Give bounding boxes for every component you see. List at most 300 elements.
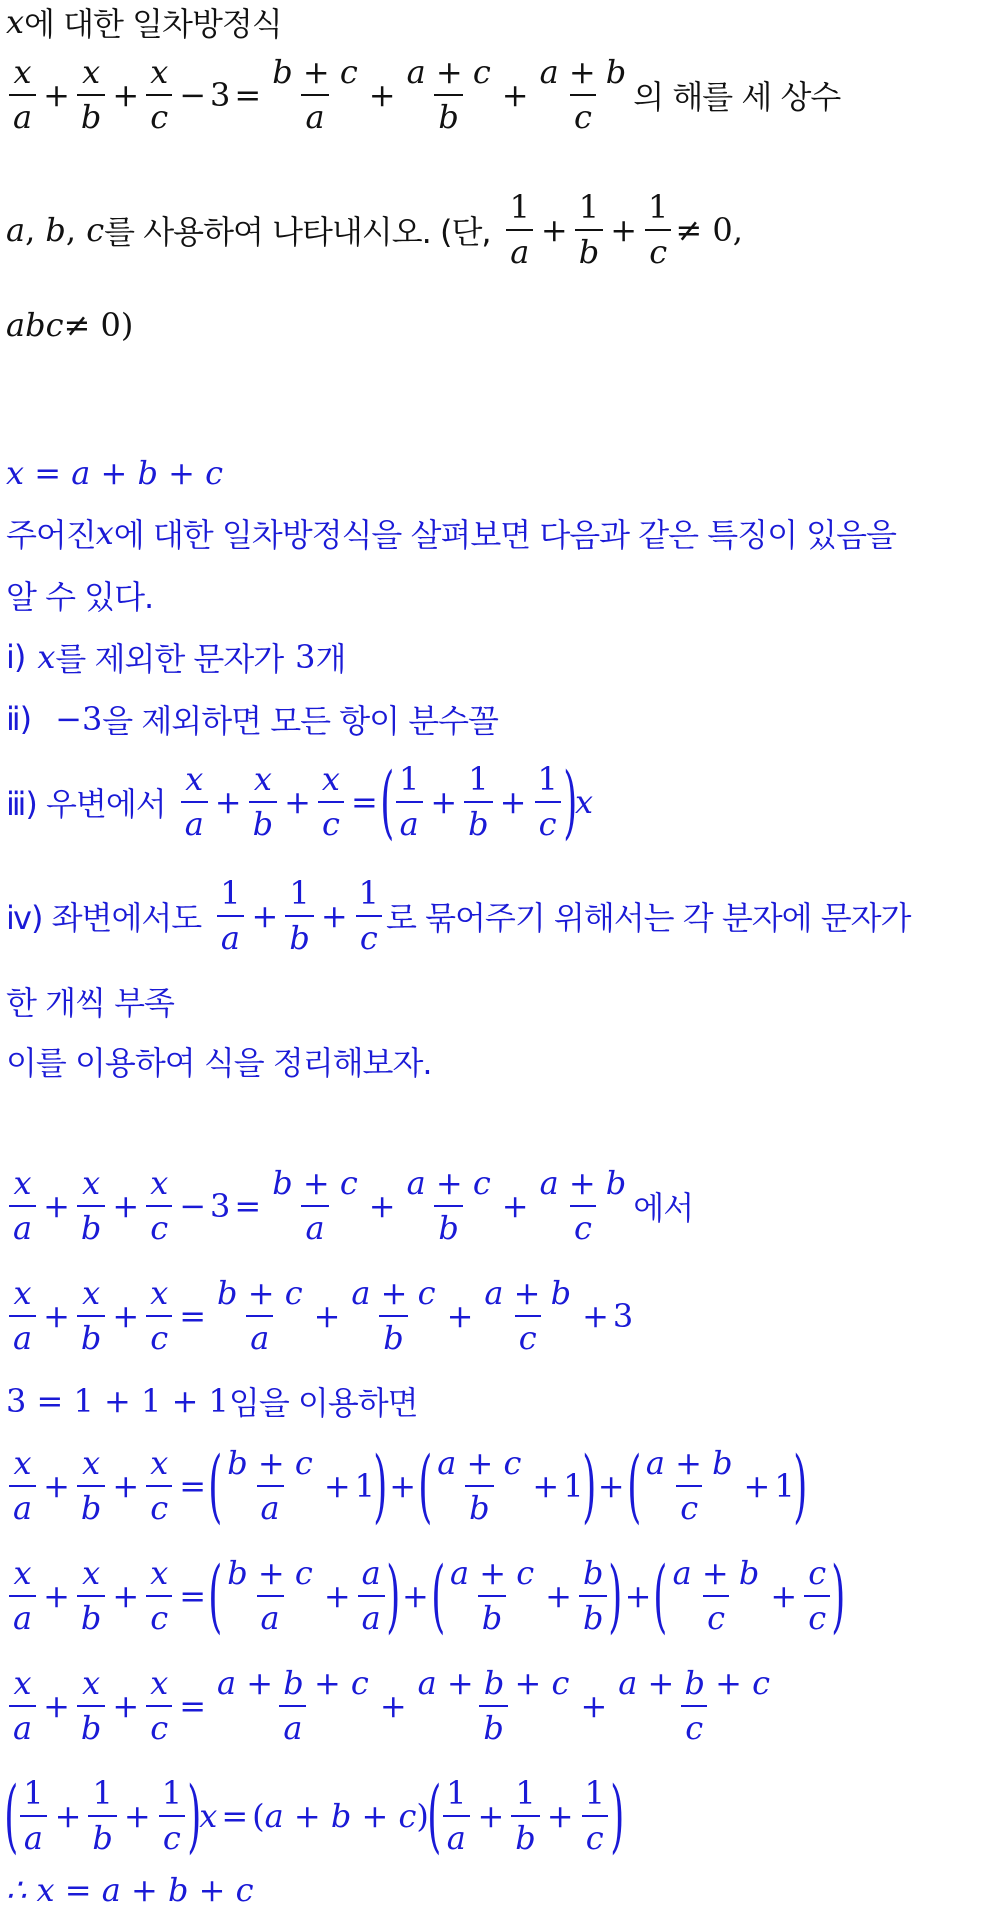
math-token: 개 [315, 640, 346, 678]
math-token: b [77, 1595, 105, 1637]
fraction [9, 1665, 36, 1747]
fraction [347, 1275, 439, 1357]
math-token: + [580, 1687, 608, 1725]
math-token: 1 [446, 1774, 467, 1813]
math-token: x [82, 1444, 101, 1483]
fraction [77, 54, 105, 136]
fraction [804, 1555, 830, 1637]
math-token: b [77, 1485, 105, 1527]
math-token: a [9, 1705, 36, 1747]
equation-4 [6, 1436, 987, 1536]
math-token: abc [6, 306, 64, 344]
math-token: x [82, 1164, 101, 1203]
math-token: b [434, 94, 462, 136]
math-token: a [9, 1595, 36, 1637]
fraction [77, 1165, 105, 1247]
fraction [285, 875, 313, 957]
math-token: c [570, 94, 596, 136]
fraction [414, 1665, 574, 1747]
math-token: x [13, 53, 32, 92]
math-token: + [112, 1297, 140, 1335]
math-token: b [479, 1705, 507, 1747]
math-token: + [743, 1467, 771, 1505]
fraction [464, 761, 492, 843]
math-token: 에서 [633, 1189, 694, 1227]
math-token: 1 [23, 1774, 44, 1813]
math-token: 1 [468, 760, 489, 799]
math-token: + [501, 76, 529, 114]
math-token: b [379, 1315, 407, 1357]
math-token: ⅰ) [6, 638, 26, 676]
math-token: + [368, 1187, 396, 1225]
question-equation [6, 50, 987, 140]
fraction [146, 1555, 172, 1637]
math-token: ( [431, 1549, 445, 1642]
math-token: ⅲ) 우변에서 [6, 785, 166, 823]
math-token: + [430, 783, 458, 821]
math-token: ( [4, 1769, 18, 1862]
intro-line-2 [6, 570, 987, 620]
equation-6 [6, 1656, 987, 1756]
math-token: x [321, 760, 340, 799]
math-token: + [43, 1577, 70, 1615]
math-token: x [82, 1664, 101, 1703]
math-token: b + c [227, 1444, 313, 1483]
math-token: a [301, 1205, 328, 1247]
math-token: x [150, 1444, 169, 1483]
question-line-4 [6, 300, 987, 350]
math-token: a + b + c [618, 1664, 771, 1703]
fraction [355, 875, 383, 957]
math-token: 1 [220, 874, 241, 913]
fraction [395, 761, 423, 843]
math-token: 알 수 있다. [6, 578, 154, 616]
math-token: ≠ 0) [63, 306, 134, 344]
math-token: a [361, 1554, 381, 1593]
math-token: 1 [584, 1774, 605, 1813]
fraction [669, 1555, 764, 1637]
math-token: x = a + b + c [6, 454, 223, 492]
fraction [9, 1445, 36, 1527]
math-token: x [82, 1554, 101, 1593]
intro-line-1 [6, 508, 987, 558]
use-line [6, 1036, 987, 1086]
math-token: x [82, 1274, 101, 1313]
question-text: 를 사용하여 나타내시오. (단, [104, 213, 491, 251]
fraction [216, 875, 244, 957]
math-token: c [356, 915, 382, 957]
fraction [249, 761, 277, 843]
math-token: − [179, 1187, 207, 1225]
math-token: 1 [161, 1774, 183, 1813]
math-token: + [446, 1297, 474, 1335]
math-token: ⅱ) [6, 700, 32, 738]
fraction [581, 1775, 609, 1857]
math-token: = [179, 1467, 207, 1505]
fraction [146, 1275, 172, 1357]
math-token: , [25, 211, 46, 249]
math-token: b + c [272, 1164, 358, 1203]
math-token: a [257, 1595, 284, 1637]
math-token: b [77, 94, 105, 136]
fraction [536, 1165, 631, 1247]
math-token: c [146, 1485, 172, 1527]
fraction [446, 1555, 538, 1637]
math-token: ) [608, 1549, 623, 1642]
math-token: b [77, 1705, 105, 1747]
math-token: c [146, 1595, 172, 1637]
math-token: ) [187, 1769, 201, 1862]
math-token: x [150, 1164, 169, 1203]
math-token: b [285, 915, 313, 957]
math-token: 3 [295, 638, 316, 676]
math-token: 임을 이용하면 [228, 1384, 418, 1422]
math-token: 1 [289, 874, 310, 913]
math-token: a [279, 1705, 306, 1747]
question-line-3 [6, 180, 987, 280]
math-token: x [13, 1554, 32, 1593]
math-token: 에 대한 일차방정식을 살펴보면 다음과 같은 특징이 있음을 [113, 516, 896, 554]
math-token: + [43, 1467, 70, 1505]
math-token: + [389, 1467, 417, 1505]
math-token: b [465, 1485, 493, 1527]
equation-2 [6, 1266, 987, 1366]
math-token: = [179, 1577, 207, 1615]
math-token: + [112, 1187, 140, 1225]
math-token: c [318, 801, 344, 843]
math-token: a [9, 1205, 36, 1247]
item-iv-cont [6, 976, 987, 1026]
math-token: ) [416, 1797, 429, 1835]
math-token: c [703, 1595, 729, 1637]
equation-7 [6, 1766, 987, 1866]
math-token: + [323, 1577, 351, 1615]
math-token: + [320, 897, 348, 935]
math-token: x [13, 1444, 32, 1483]
fraction [480, 1275, 575, 1357]
math-token: 1 [563, 1467, 584, 1505]
math-token: a [443, 1815, 470, 1857]
fraction [9, 54, 36, 136]
math-token: a [9, 1315, 36, 1357]
fraction [77, 1275, 105, 1357]
math-token: c [146, 94, 172, 136]
answer [6, 448, 987, 498]
math-token: a + b [539, 53, 627, 92]
math-token: b [88, 1815, 116, 1857]
math-token: + [112, 1687, 140, 1725]
math-token: a [6, 211, 26, 249]
math-token: c [681, 1705, 707, 1747]
math-token: a [246, 1315, 273, 1357]
fraction [511, 1775, 539, 1857]
math-token: 1 [648, 188, 669, 227]
math-token: 3 [210, 1187, 231, 1225]
math-token: 1 [578, 188, 600, 227]
math-token: + [112, 1467, 140, 1505]
fraction [575, 189, 603, 271]
math-token: a + c [437, 1444, 522, 1483]
math-token: + [43, 1187, 70, 1225]
fraction [533, 761, 561, 843]
fraction [9, 1165, 36, 1247]
math-token: x [575, 783, 594, 821]
math-token: + [624, 1577, 652, 1615]
math-token: ( [380, 755, 394, 848]
math-token: a + b + c [264, 1797, 417, 1835]
fraction [642, 1445, 737, 1527]
fraction [158, 1775, 186, 1857]
math-token: + [401, 1577, 429, 1615]
fraction [318, 761, 344, 843]
math-token: + [43, 76, 70, 114]
math-token: + [284, 783, 311, 821]
equation-3 [6, 1376, 987, 1426]
math-token: a [9, 94, 36, 136]
math-token: = [221, 1797, 249, 1835]
math-token: b [582, 1554, 604, 1593]
math-token: c [535, 801, 561, 843]
math-token: c [804, 1595, 830, 1637]
math-token: ) [610, 1769, 624, 1862]
question-text: 의 해를 세 상수 [633, 78, 841, 116]
math-token: a + b + c [417, 1664, 570, 1703]
fraction [77, 1555, 105, 1637]
fraction [433, 1445, 525, 1527]
fraction [213, 1275, 307, 1357]
math-token: + [112, 1577, 140, 1615]
fraction [19, 1775, 47, 1857]
fraction [77, 1445, 105, 1527]
math-token: a + c [351, 1274, 436, 1313]
fraction [358, 1555, 385, 1637]
math-token: 1 [358, 874, 380, 913]
equation-5 [6, 1546, 987, 1646]
math-token: 1 [509, 188, 530, 227]
math-token: b [464, 801, 492, 843]
math-token: b [77, 1315, 105, 1357]
math-token: b + c [217, 1274, 303, 1313]
math-token: b [478, 1595, 506, 1637]
math-token: ) [793, 1439, 807, 1532]
math-token: = [179, 1687, 207, 1725]
math-token: ) [386, 1549, 400, 1642]
math-token: b [579, 1595, 607, 1637]
math-token: 1 [774, 1467, 795, 1505]
math-token: ≠ 0, [675, 211, 743, 249]
math-token: b [45, 211, 66, 249]
math-token: + [43, 1687, 70, 1725]
math-token: b [434, 1205, 462, 1247]
math-token: x [199, 1797, 218, 1835]
math-token: a [9, 1485, 36, 1527]
fraction [536, 54, 631, 136]
math-token: ( [427, 1769, 441, 1862]
math-token: ( [208, 1549, 222, 1642]
item-i [6, 632, 987, 682]
math-token: x [253, 760, 272, 799]
math-token: ( [208, 1439, 222, 1532]
math-token: 1 [398, 760, 420, 799]
math-token: 로 묶어주기 위해서는 각 분자에 문자가 [386, 899, 911, 937]
math-token: 1 [92, 1774, 113, 1813]
math-token: + [112, 76, 140, 114]
math-token: b [249, 801, 277, 843]
math-token: x [185, 760, 204, 799]
math-token: ) [373, 1439, 387, 1532]
item-iv [6, 866, 987, 966]
math-token: + [597, 1467, 625, 1505]
math-token: c [515, 1315, 541, 1357]
math-token: + [582, 1297, 609, 1335]
fraction [403, 54, 495, 136]
fraction [213, 1665, 373, 1747]
math-token: ) [581, 1439, 596, 1532]
equation-1 [6, 1156, 987, 1256]
math-token: a + b [484, 1274, 572, 1313]
math-token: + [214, 783, 242, 821]
math-token: = [234, 1187, 262, 1225]
math-token: + [540, 211, 568, 249]
fraction [146, 1665, 172, 1747]
math-token: a [257, 1485, 284, 1527]
math-token: + [499, 783, 527, 821]
math-token: + [610, 211, 638, 249]
math-token: x [82, 53, 101, 92]
var-x: x [6, 3, 25, 41]
math-token: 한 개씩 부족 [6, 984, 174, 1022]
math-token: c [146, 1705, 172, 1747]
math-token: + [323, 1467, 351, 1505]
math-token: a + c [406, 53, 491, 92]
math-token: b [511, 1815, 539, 1857]
math-token: a [396, 801, 423, 843]
fraction [644, 189, 672, 271]
math-token: + [43, 1297, 70, 1335]
math-token: 1 [537, 760, 558, 799]
math-token: x [150, 1554, 169, 1593]
item-iii [6, 752, 987, 852]
math-token: + [54, 1797, 82, 1835]
math-token: ( [626, 1439, 641, 1532]
fraction [268, 54, 362, 136]
fraction [181, 761, 208, 843]
math-token: + [379, 1687, 407, 1725]
math-token: ( [418, 1439, 432, 1532]
math-token: + [368, 76, 396, 114]
math-token: 1 [354, 1467, 375, 1505]
math-token: a + b [672, 1554, 760, 1593]
math-token: b + c [227, 1554, 313, 1593]
math-token: c [645, 229, 671, 271]
question-line-1 [6, 0, 987, 44]
math-token: 주어진 [6, 516, 96, 554]
fraction [146, 54, 172, 136]
math-token: c [676, 1485, 702, 1527]
math-token: a + c [449, 1554, 535, 1593]
math-token: + [545, 1577, 572, 1615]
math-token: a [217, 915, 244, 957]
fraction [579, 1555, 607, 1637]
math-token: 이를 이용하여 식을 정리해보자. [6, 1044, 432, 1082]
math-token: , [65, 211, 87, 249]
math-token: ) [563, 755, 577, 848]
question-text: 에 대한 일차방정식 [24, 5, 282, 43]
math-token: 3 [210, 76, 231, 114]
math-token: −3 [55, 700, 103, 738]
fraction [9, 1555, 36, 1637]
math-token: c [146, 1205, 172, 1247]
math-token: c [146, 1315, 172, 1357]
math-token: x [37, 638, 56, 676]
math-token: b + c [272, 53, 358, 92]
math-token: − [179, 76, 207, 114]
math-token: + [501, 1187, 529, 1225]
fraction [9, 1275, 36, 1357]
math-token: 1 [515, 1774, 536, 1813]
fraction [506, 189, 534, 271]
math-token: + [770, 1577, 798, 1615]
math-token: x [13, 1664, 32, 1703]
math-token: c [808, 1554, 827, 1593]
math-token: a + b [539, 1164, 627, 1203]
fraction [268, 1165, 362, 1247]
math-token: + [251, 897, 279, 935]
math-token: a + b [645, 1444, 733, 1483]
fraction [442, 1775, 470, 1857]
math-token: + [532, 1467, 560, 1505]
math-token: x [13, 1164, 32, 1203]
fraction [223, 1445, 317, 1527]
math-token: a [20, 1815, 47, 1857]
math-token: = [234, 76, 262, 114]
fraction [88, 1775, 116, 1857]
math-token: x [95, 514, 114, 552]
math-token: + [313, 1297, 341, 1335]
math-token: c [582, 1815, 608, 1857]
math-token: c [570, 1205, 596, 1247]
math-token: a [506, 229, 533, 271]
math-token: a [301, 94, 328, 136]
math-token: 을 제외하면 모든 항이 분수꼴 [102, 702, 498, 740]
fraction [77, 1665, 105, 1747]
math-token: a [358, 1595, 385, 1637]
math-token: a [181, 801, 208, 843]
math-token: + [546, 1797, 574, 1835]
fraction [146, 1445, 172, 1527]
math-token: c [159, 1815, 185, 1857]
math-token: ( [653, 1549, 668, 1642]
math-token: a + c [406, 1164, 491, 1203]
math-token: ⅳ) 좌변에서도 [6, 899, 202, 937]
math-token: + [477, 1797, 505, 1835]
fraction [403, 1165, 495, 1247]
math-token: ) [831, 1549, 846, 1642]
math-token: x [150, 53, 169, 92]
math-token: c [86, 211, 105, 249]
math-token: b [77, 1205, 105, 1247]
math-token: = [179, 1297, 207, 1335]
math-token: ∴ x = a + b + c [6, 1871, 254, 1909]
fraction [146, 1165, 172, 1247]
math-token: = [350, 783, 378, 821]
math-token: 를 제외한 문자가 [55, 640, 284, 678]
math-token: ( [252, 1797, 265, 1835]
math-token: x [150, 1664, 169, 1703]
math-token: 3 [612, 1297, 634, 1335]
math-token: b [575, 229, 603, 271]
math-token: 3 = 1 + 1 + 1 [6, 1382, 229, 1420]
